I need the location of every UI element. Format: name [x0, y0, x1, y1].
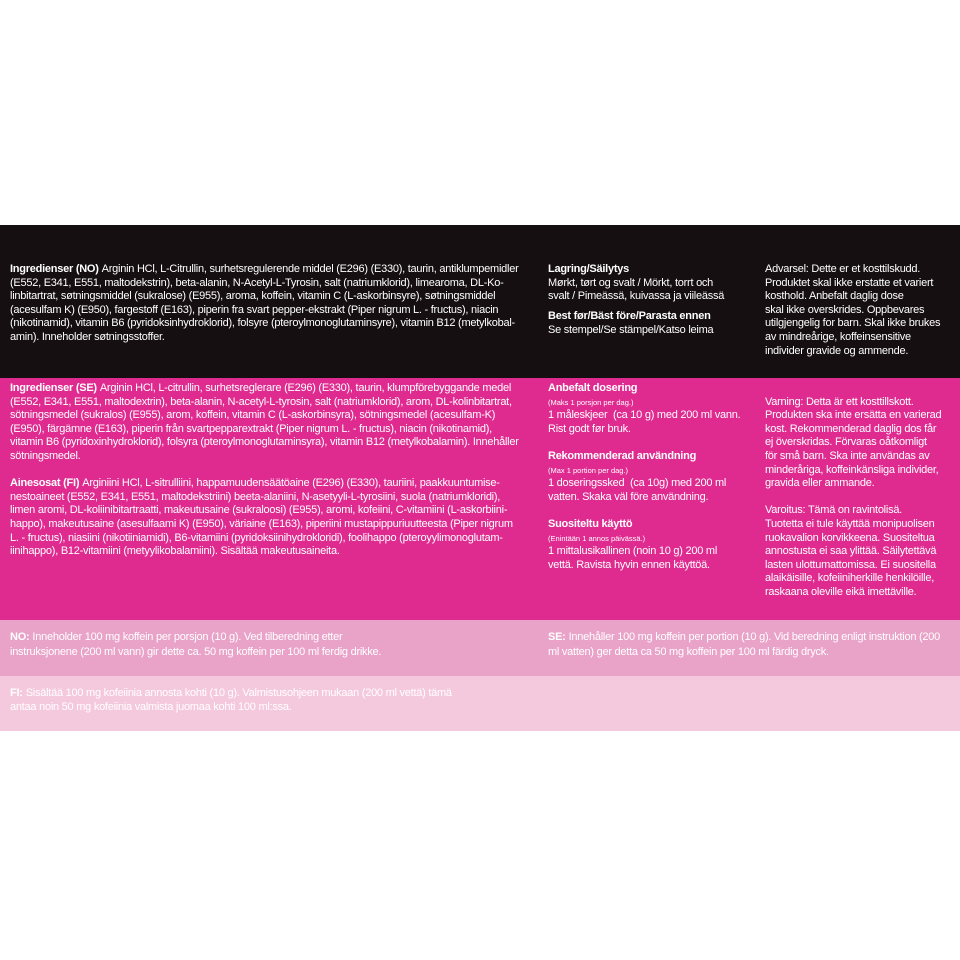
caffeine-note-fi-line: antaa noin 50 mg kofeiinia valmista juomaa kohti 100 ml:ssa. [10, 701, 292, 713]
storage-lines [548, 277, 724, 304]
warning-se-line: kost. Rekommenderad daglig dos får [765, 422, 937, 435]
ingredients-no-line: (E552, E341, E551, maltodekstrin), beta-alanin, N-Acetyl-L-Tyrosin, salt (natriumklorid), limearoma, DL-Ko- [10, 276, 504, 289]
dosage-no-line: 1 måleskjeer (ca 10 g) med 200 ml vann. [548, 409, 741, 422]
ingredients-se-line: sötningsmedel (sukralos) (E955), arom, koffein, vitamin C (L-askorbinsyra), sötningsmedel (acesulfam-K) [10, 409, 496, 422]
warning-no-line: individer gravide og ammende. [765, 344, 909, 357]
dosage-se-line: 1 doseringssked (ca 10g) med 200 ml [548, 477, 727, 490]
ingredients-fi-line: limen aromi, DL-koliinibitartraatti, makeutusaine (sukraloosi) (E955), aromi, kofeiini, C-vitamiini (L-askorbiini- [10, 504, 508, 517]
ingredients-fi-lead: Arginiini HCl, L-sitrulliini, happamuudensäätöaine (E296) (E330), tauriini, paakkuuntumise- [82, 477, 500, 490]
ingredients-no-heading: Ingredienser (NO) [10, 263, 99, 275]
ingredients-se-line: (E552, E341, E551, maltodextrin), beta-alanin, N-acetyl-L-tyrosin, salt (natriumklorid), arom, DL-kolinbitartrat, [10, 395, 512, 408]
dosage-no-lines [548, 409, 740, 436]
dosage-no-note: (Maks 1 porsjon per dag.) [548, 397, 634, 407]
warning-no-line: av mindreårige, koffeinsensitive [765, 330, 911, 343]
storage-column [548, 263, 724, 338]
caffeine-note-fi-lead: Sisältää 100 mg kofeiinia annosta kohti (10 g). Valmistusohjeen mukaan (200 ml vettä) tämä [25, 687, 452, 699]
caffeine-note-no-line: instruksjonene (200 ml vann) gir dette ca. 50 mg koffein per 100 ml ferdig drikke. [10, 645, 382, 658]
warning-se-line: ej överskridas. Förvaras oåtkomligt [765, 436, 927, 449]
ingredients-fi-lines [10, 491, 519, 559]
warning-fi-line: Varoitus: Tämä on ravintolisä. [765, 504, 902, 517]
dosage-se-line: vatten. Skaka väl före användning. [548, 490, 709, 503]
ingredients-fi-line: happo), makeutusaine (asesulfaami K) (E950), väriaine (E163), piperiini mustapippuriuutteesta (Piper nigrum [10, 517, 513, 530]
warning-fi-line: alaikäisille, kofeiiniherkille henkilöille, [765, 572, 935, 585]
warning-fi-line: annostusta ei saa ylittää. Säilytettävä [765, 545, 937, 558]
warning-se-line: Produkten ska inte ersätta en varierad [765, 409, 942, 422]
best-before-info [548, 310, 724, 337]
warning-se [765, 396, 941, 491]
caffeine-note-se-label: SE: [548, 631, 566, 643]
ingredients-se-line: sötningsmedel. [10, 449, 81, 462]
warning-no-line: utilgjengelig for barn. Skal ikke brukes [765, 317, 941, 330]
dosage-fi [548, 518, 740, 572]
warning-fi [765, 504, 941, 599]
ingredients-fi [10, 477, 519, 559]
ingredients-se-line: (E950), färgämne (E163), piperin från svartpepparextrakt (Piper nigrum L. - fructus), niacin (nikotinamid), [10, 422, 492, 435]
caffeine-note-se-line: ml vatten) ger detta ca 50 mg koffein per 100 ml färdig dryck. [548, 645, 829, 658]
magenta-band [0, 378, 960, 620]
ingredients-no-line: (acesulfam K) (E950), fargestoff (E163), piperin fra svart pepper-ekstrakt (Piper nigrum L. - fructus), niacin [10, 303, 499, 316]
ingredients-se-first-line [10, 382, 519, 396]
dosage-se-lines [548, 477, 740, 504]
ingredients-se [10, 382, 519, 464]
caffeine-note-no [10, 630, 381, 659]
caffeine-note-no-label: NO: [10, 631, 30, 643]
dosage-fi-heading: Suositeltu käyttö [548, 517, 633, 530]
ingredients-no-lead: Arginin HCl, L-Citrullin, surhetsregulerende middel (E296) (E330), taurin, antiklumpemidler [101, 263, 519, 275]
caffeine-note-fi [10, 686, 452, 714]
caffeine-note-fi-lines [10, 700, 452, 714]
ingredients-no-line: (nikotinamid), vitamin B6 (pyridoksinhydroklorid), folsyre (pteroylmonoglutaminsyre), vitamin B12 (metylkobal- [10, 317, 515, 330]
dosage-se-note: (Max 1 portion per dag.) [548, 465, 629, 475]
ingredients-no-line: linbitartrat, søtningsmiddel (sukralose) (E955), aroma, koffein, vitamin C (L-askorbinsyre), søtningsmiddel [10, 290, 496, 303]
warning-column [765, 396, 941, 600]
dosage-column [548, 382, 740, 572]
best-before-heading: Best før/Bäst före/Parasta ennen [548, 310, 711, 323]
pink-band [0, 620, 960, 676]
caffeine-note-se [548, 630, 940, 659]
warning-no-line: Advarsel: Dette er et kosttilskudd. [765, 263, 921, 275]
warning-fi-line: raskaana oleville eikä imettäville. [765, 585, 917, 598]
storage-heading: Lagring/Säilytys [548, 263, 629, 275]
caffeine-note-no-lines [10, 645, 381, 660]
warning-fi-lines [765, 504, 941, 599]
warning-se-line: Varning: Detta är ett kosttillskott. [765, 395, 914, 408]
ingredients-no-line: amin). Inneholder søtningsstoffer. [10, 330, 165, 343]
warning-no [765, 263, 940, 358]
warning-se-line: minderåriga, koffeinkänsliga individer, [765, 463, 939, 476]
light-pink-band [0, 676, 960, 731]
dosage-se-heading: Rekommenderad användning [548, 449, 697, 462]
warning-no-lines [765, 263, 940, 358]
caffeine-note-fi-first-line [10, 686, 452, 700]
warning-no-line: Produktet skal ikke erstatte et variert [765, 276, 934, 289]
ingredients-se-lines [10, 396, 519, 464]
ingredients-no [10, 263, 519, 345]
ingredients-se-lead: Arginin HCl, L-citrullin, surhetsreglerare (E296) (E330), taurin, klumpförebyggande medel [99, 382, 512, 394]
ingredients-se-heading: Ingredienser (SE) [10, 382, 97, 394]
best-before-lines [548, 324, 724, 338]
dosage-no-heading: Anbefalt dosering [548, 382, 638, 394]
ingredients-fi-line: nestoaineet (E552, E341, E551, maltodekstriini) beeta-alaniini, N-asetyyli-L-tyrosiini, suola (natriumkloridi), [10, 490, 501, 503]
ingredients-fi-first-line [10, 477, 519, 491]
caffeine-note-fi-label: FI: [10, 687, 23, 699]
best-before-line: Se stempel/Se stämpel/Katso leima [548, 323, 714, 336]
warning-fi-line: ruokavalion korvikkeena. Suositeltua [765, 531, 935, 544]
dosage-fi-note: (Enintään 1 annos päivässä.) [548, 533, 646, 543]
caffeine-note-no-lead: Inneholder 100 mg koffein per porsjon (10 g). Ved tilberedning etter [32, 631, 343, 643]
storage-line: Mørkt, tørt og svalt / Mörkt, torrt och [548, 276, 714, 289]
dosage-no [548, 382, 740, 436]
dosage-no-line: Rist godt før bruk. [548, 422, 631, 435]
ingredients-no-first-line [10, 263, 519, 277]
warning-se-lines [765, 396, 941, 491]
ingredients-fi-line: L. - fructus), niasiini (nikotiiniamidi), B6-vitamiini (pyridoksiinihydrokloridi), foolihappo (pteroyylimonoglutam- [10, 531, 503, 544]
storage-line: svalt / Pimeässä, kuivassa ja viileässä [548, 290, 725, 303]
caffeine-note-se-first-line [548, 630, 940, 645]
warning-se-line: för små barn. Ska inte användas av [765, 449, 930, 462]
warning-no-line: skal ikke overskrides. Oppbevares [765, 303, 925, 316]
ingredients-fi-heading: Ainesosat (FI) [10, 477, 80, 490]
warning-no-line: kosthold. Anbefalt daglig dose [765, 290, 904, 303]
warning-fi-line: lasten ulottumattomissa. Ei suositella [765, 558, 936, 571]
caffeine-note-se-lines [548, 645, 940, 660]
warning-se-line: gravida eller ammande. [765, 477, 875, 490]
ingredients-fi-line: iinihappo), B12-vitamiini (metyylikobalamiini). Sisältää makeutusaineita. [10, 545, 340, 558]
dosage-se [548, 450, 740, 504]
dosage-fi-line: vettä. Ravista hyvin ennen käyttöä. [548, 558, 710, 571]
ingredients-se-line: vitamin B6 (pyridoxinhydroklorid), folsyra (pteroylmonoglutaminsyra), vitamin B12 (metylkobalamin). Innehåller [10, 436, 519, 449]
ingredients-no-lines [10, 277, 519, 345]
storage-info [548, 263, 724, 304]
dosage-fi-line: 1 mittalusikallinen (noin 10 g) 200 ml [548, 545, 718, 558]
black-band [0, 225, 960, 378]
dosage-fi-lines [548, 545, 740, 572]
caffeine-note-se-lead: Innehåller 100 mg koffein per portion (10 g). Vid beredning enligt instruktion (200 [568, 631, 941, 643]
ingredients-column [10, 382, 519, 559]
caffeine-note-no-first-line [10, 630, 381, 645]
warning-fi-line: Tuotetta ei tule käyttää monipuolisen [765, 517, 935, 530]
